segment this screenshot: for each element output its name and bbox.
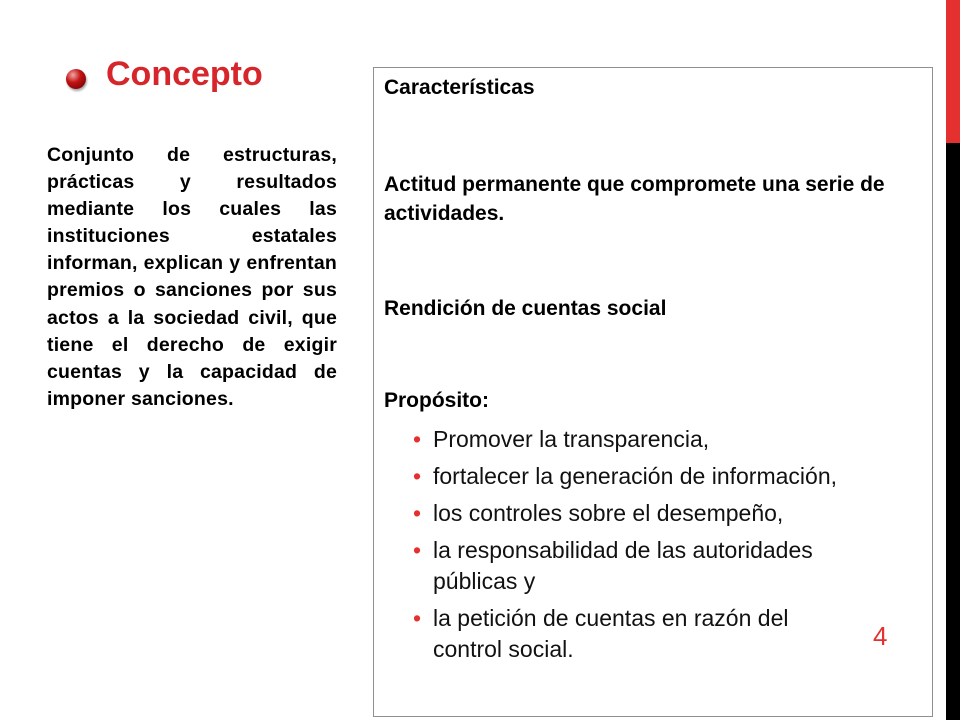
social-accountability-heading: Rendición de cuentas social (384, 297, 667, 320)
page-number: 4 (873, 621, 888, 651)
bullet-dot-icon: • (413, 500, 422, 526)
bullet-dot-icon: • (413, 426, 422, 452)
bullet-dot-icon: • (413, 463, 422, 489)
concept-definition-text: Conjunto de estructuras, prácticas y resultados mediante los cuales las instituciones estatales informan, explican y enfrentan premios o sanciones por sus actos a la sociedad civil, que tiene el derecho de exigir cuentas y la capacidad de imponer sanciones. (47, 144, 337, 410)
purpose-heading: Propósito: (384, 389, 489, 412)
list-item: • los controles sobre el desempeño, (413, 498, 893, 529)
purpose-list (413, 424, 893, 671)
bullet-dot-icon: • (413, 537, 422, 563)
side-accent-red-bar (946, 0, 960, 143)
red-sphere-bullet-icon (66, 69, 86, 89)
characteristics-heading: Características (384, 76, 535, 99)
list-item: • Promover la transparencia, (413, 424, 893, 455)
list-item: • fortalecer la generación de información, (413, 461, 893, 492)
slide-title: Concepto (106, 55, 263, 93)
list-item: • la responsabilidad de las autoridades públicas y (413, 537, 813, 594)
list-item: • la petición de cuentas en razón del control social. (413, 605, 789, 662)
attitude-text: Actitud permanente que compromete una serie de actividades. (384, 173, 885, 225)
side-accent-black-bar (946, 143, 960, 720)
bullet-dot-icon: • (413, 605, 422, 631)
